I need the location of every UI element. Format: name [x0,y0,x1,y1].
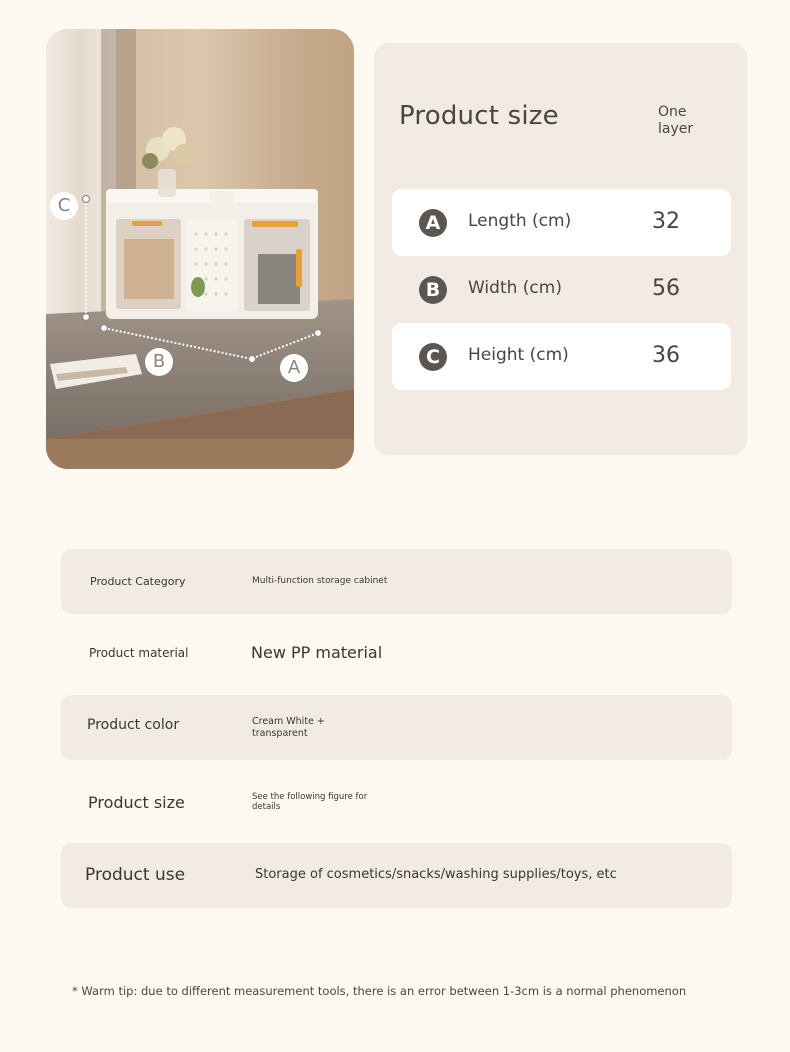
marker-c [50,192,78,220]
attribute-value: Cream White + transparent [252,716,325,739]
attribute-row-use [61,843,732,908]
attribute-label: Product color [87,717,180,733]
dimension-row-length [392,189,731,256]
size-panel-subtitle: One layer [658,104,694,137]
dimension-badge: C [419,343,447,371]
attribute-value: Storage of cosmetics/snacks/washing supplies/toys, etc [255,867,617,882]
product-photo [46,29,354,469]
attribute-label: Product material [89,646,189,660]
size-panel-title: Product size [399,101,559,131]
attribute-label: Product size [88,793,185,812]
dimension-value: 56 [652,276,680,301]
attribute-label: Product use [85,865,186,885]
attribute-value: New PP material [251,643,383,662]
attribute-row-material [61,621,732,686]
marker-b [145,348,173,376]
dimension-label: Width (cm) [468,278,562,298]
product-size-panel [374,43,747,455]
attribute-row-category [61,549,732,614]
dimension-badge: B [419,276,447,304]
warm-tip-note: * Warm tip: due to different measurement tools, there is an error between 1-3cm is a normal phenomenon [72,984,687,998]
dimension-row-width [392,256,731,323]
attribute-row-color [61,695,732,760]
dimension-label: Length (cm) [468,211,572,231]
dimension-value: 36 [652,343,680,368]
attribute-value: Multi-function storage cabinet [252,576,388,586]
dimension-badge: A [419,209,447,237]
attribute-row-size [61,769,732,834]
marker-c-label: C [57,195,71,216]
attribute-label: Product Category [90,575,186,588]
marker-a [280,354,308,382]
marker-a-label: A [287,357,301,378]
attribute-value: See the following figure for details [252,792,368,812]
marker-b-label: B [152,351,166,372]
dimension-label: Height (cm) [468,345,569,365]
dimension-value: 32 [652,209,680,234]
dimension-row-height [392,323,731,390]
